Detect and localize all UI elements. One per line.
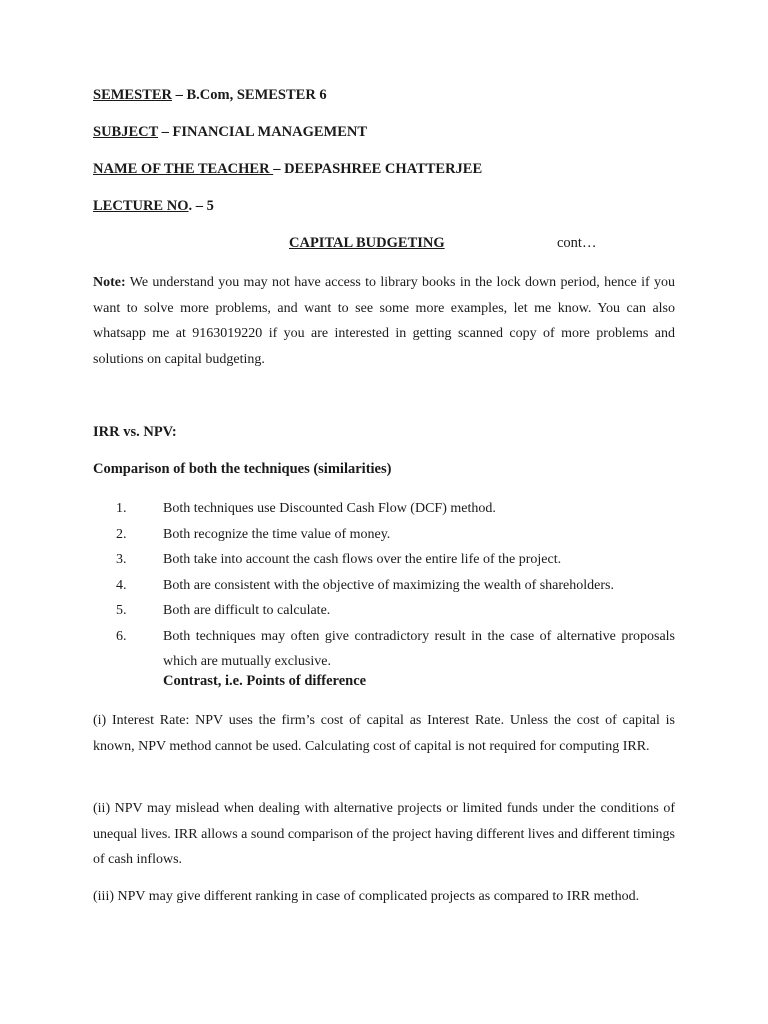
list-text: Both are difficult to calculate.: [163, 603, 331, 618]
list-number: 1.: [116, 501, 127, 516]
subject-label: SUBJECT: [93, 124, 159, 140]
list-text: Both recognize the time value of money.: [163, 526, 391, 542]
similarities-list: [93, 496, 675, 675]
list-number: 5.: [116, 603, 127, 618]
contrast-heading: Contrast, i.e. Points of difference: [163, 673, 367, 689]
difference-paragraph-1: (i) Interest Rate: NPV uses the firm’s cost of capital as Interest Rate. Unless the cost of capital is known, NPV method cannot be used. Calculating cost of capital is not required for computing IRR.: [93, 713, 675, 754]
lecture-value: . – 5: [188, 198, 214, 214]
page-title: CAPITAL BUDGETING: [289, 235, 445, 251]
list-item: [93, 547, 675, 573]
note-text: We understand you may not have access to library books in the lock down period, hence if you want to solve more problems, and want to see some more examples, let me know. You can also whatsapp me at 9163019220 if you are interested in getting scanned copy of more problems and solutions on capital budgeting.: [93, 275, 675, 367]
teacher-label: NAME OF THE TEACHER: [93, 161, 274, 177]
lecture-label: LECTURE NO: [93, 198, 189, 214]
list-number: 3.: [116, 552, 127, 567]
lecture-line: [93, 198, 214, 215]
list-text: Both techniques use Discounted Cash Flow (DCF) method.: [163, 501, 496, 516]
continued-marker: cont…: [557, 235, 597, 251]
teacher-value: – DEEPASHREE CHATTERJEE: [273, 161, 483, 177]
list-item: [93, 573, 675, 599]
list-text: Both techniques may often give contradictory result in the case of alternative proposals which are mutually exclusive.: [163, 628, 675, 669]
list-number: 2.: [116, 526, 127, 542]
difference-paragraph-3: (iii) NPV may give different ranking in case of complicated projects as compared to IRR method.: [93, 889, 640, 904]
note-label: Note:: [93, 275, 126, 290]
teacher-line: [93, 161, 482, 178]
section-heading: IRR vs. NPV:: [93, 424, 177, 440]
subject-value: – FINANCIAL MANAGEMENT: [158, 124, 368, 140]
list-item: [93, 496, 675, 522]
semester-label: SEMESTER: [93, 87, 172, 103]
list-text: Both are consistent with the objective of maximizing the wealth of shareholders.: [163, 577, 614, 593]
note-paragraph: [93, 270, 675, 372]
list-item: [93, 522, 675, 548]
list-item: [93, 598, 675, 624]
similarities-heading: Comparison of both the techniques (similarities): [93, 461, 392, 477]
list-text: Both take into account the cash flows over the entire life of the project.: [163, 552, 562, 567]
subject-line: [93, 124, 367, 141]
list-number: 6.: [116, 628, 127, 644]
list-number: 4.: [116, 577, 127, 593]
semester-line: [93, 87, 327, 104]
semester-value: – B.Com, SEMESTER 6: [171, 87, 327, 103]
list-item: [93, 624, 675, 675]
difference-paragraph-2: (ii) NPV may mislead when dealing with alternative projects or limited funds under the conditions of unequal lives. IRR allows a sound comparison of the project having different lives and different timings of cash inflows.: [93, 801, 675, 867]
